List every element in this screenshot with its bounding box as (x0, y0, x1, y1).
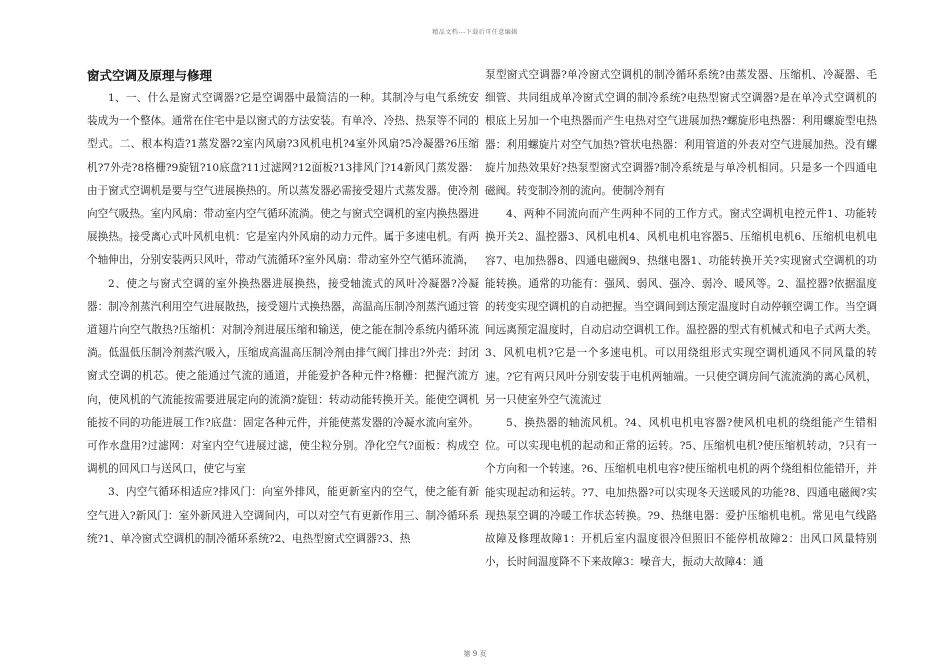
paragraph-1: 1、一、什么是窗式空调器?它是空调器中最简洁的一种。其制冷与电气系统安装成为一个整体。通常在住宅中是以窗式的方法安装。有单冷、冷热、热泵等不同的型式。二、根本构造?1蒸发器?2室内风扇?3风机电机?4室外风扇?5冷凝器?6压缩机?7外壳?8格栅?9旋钮?10底盘?11过滤网?12面板?13排风门?14新风门蒸发器：由于窗式空调机是要与空气进展换热的。所以蒸发器必需接受翅片式蒸发器。使冷剂向空气吸热。室内风扇：带动室内空气循环流淌。使之与窗式空调机的室内换热器进展换热。接受离心式叶风机电机：它是室内外风扇的动力元件。属于多速电机。有两个轴伸出，分别安装两只风叶，带动气流循环?室外风扇：带动室外空气循环流淌， (87, 92, 479, 267)
paragraph-4: 4、两种不同流向而产生两种不同的工作方式。窗式空调机电控元件1、功能转换开关2、温控器3、风机电机4、风机电机电容器5、压缩机电机6、压缩机电机电容7、电加热器8、四通电磁阀9、热继电器1、功能转换开关?实现窗式空调机的功能转换。通常的功能有：强风、弱风、强冷、弱冷、暖风等。2、温控器?依据温度的转变实现空调机的自动把握。当空调间到达预定温度时自动停顿空调工作。当空调间远离预定温度时，自动启动空调机工作。温控器的型式有机械式和电子式两大类。3、风机电机?它是一个多速电机。可以用绕组形式实现空调机通风不同风量的转速。?它有两只风叶分别安装于电机两轴端。一只使空调房间气流流淌的离心风机，另一只使室外空气流流过 (485, 208, 877, 406)
page-header: 精品文档---下载后可任意编辑 (432, 29, 518, 36)
right-column (485, 64, 877, 574)
paragraph-3-continued: 泵型窗式空调器?单冷窗式空调机的制冷循环系统?由蒸发器、压缩机、冷凝器、毛细管、共同组成单冷窗式空调的制冷系统?电热型窗式空调器?是在单冷式空调机的根底上另加一个电热器而产生电热对空气进展加热?螺旋形电热器：利用螺旋型电热器：利用螺旋片对空气加热?管状电热器：利用管道的外表对空气进展加热。没有螺旋片加热效果好?热泵型窗式空调器?制冷系统是与单冷机相同。只是多一个四通电磁阀。转变制冷剂的流向。使制冷剂有 (485, 69, 877, 198)
document-title: 窗式空调及原理与修理 (87, 68, 213, 83)
page-number: 第 9 页 (463, 650, 487, 658)
paragraph-5: 5、换热器的轴流风机。?4、风机电机电容器?使风机电机的绕组能产生错相位。可以实现电机的起动和正常的运转。?5、压缩机电机?使压缩机转动，?只有一个方向和一个转速。?6、压缩机电机电容?使压缩机电机的两个绕组相位能错开，并能实现起动和运转。?7、电加热器?可以实现冬天送暖风的功能?8、四通电磁阀?实现热泵空调的冷暖工作状态转换。?9、热继电器：爱护压缩机电机。常见电气线路故障及修理故障1：开机后室内温度很冷但照旧不能停机故障2：出风口风量特别小，长时间温度降不下来故障3：噪音大，振动大故障4：通 (485, 417, 877, 569)
left-column (87, 60, 479, 551)
paragraph-2: 2、使之与窗式空调的室外换热器进展换热，接受轴流式的风叶冷凝器?冷凝器：制冷剂蒸汽利用空气进展散热，接受翅片式换热器，高温高压制冷剂蒸汽通过管道翅片向空气散热?压缩机：对制冷剂进展压缩和输送，使之能在制冷系统内循环流淌。低温低压制冷剂蒸汽吸入，压缩成高温高压制冷剂由排气阀门排出?外壳：封闭窗式空调的机芯。使之能通过气流的通道，并能爱护各种元件?格栅：把握汽流方向，使风机的气流能按需要进展定向的流淌?旋钮：转动动能转换开关。能使空调机能按不同的功能进展工作?底盘：固定各种元件，并能使蒸发器的冷凝水流向室外。可作水盘用?过滤网：对室内空气进展过滤，使尘粒分别。净化空气?面板：构成空调机的回风口与送风口，使它与室 (87, 277, 479, 476)
paragraph-3: 3、内空气循环相适应?排风门：向室外排风，能更新室内的空气，使之能有新空气进入?新风门：室外新风进入空调间内，可以对空气有更新作用三、制冷循环系统?1、单冷窗式空调机的制冷循环系统?2、电热型窗式空调器?3、热 (87, 486, 479, 545)
